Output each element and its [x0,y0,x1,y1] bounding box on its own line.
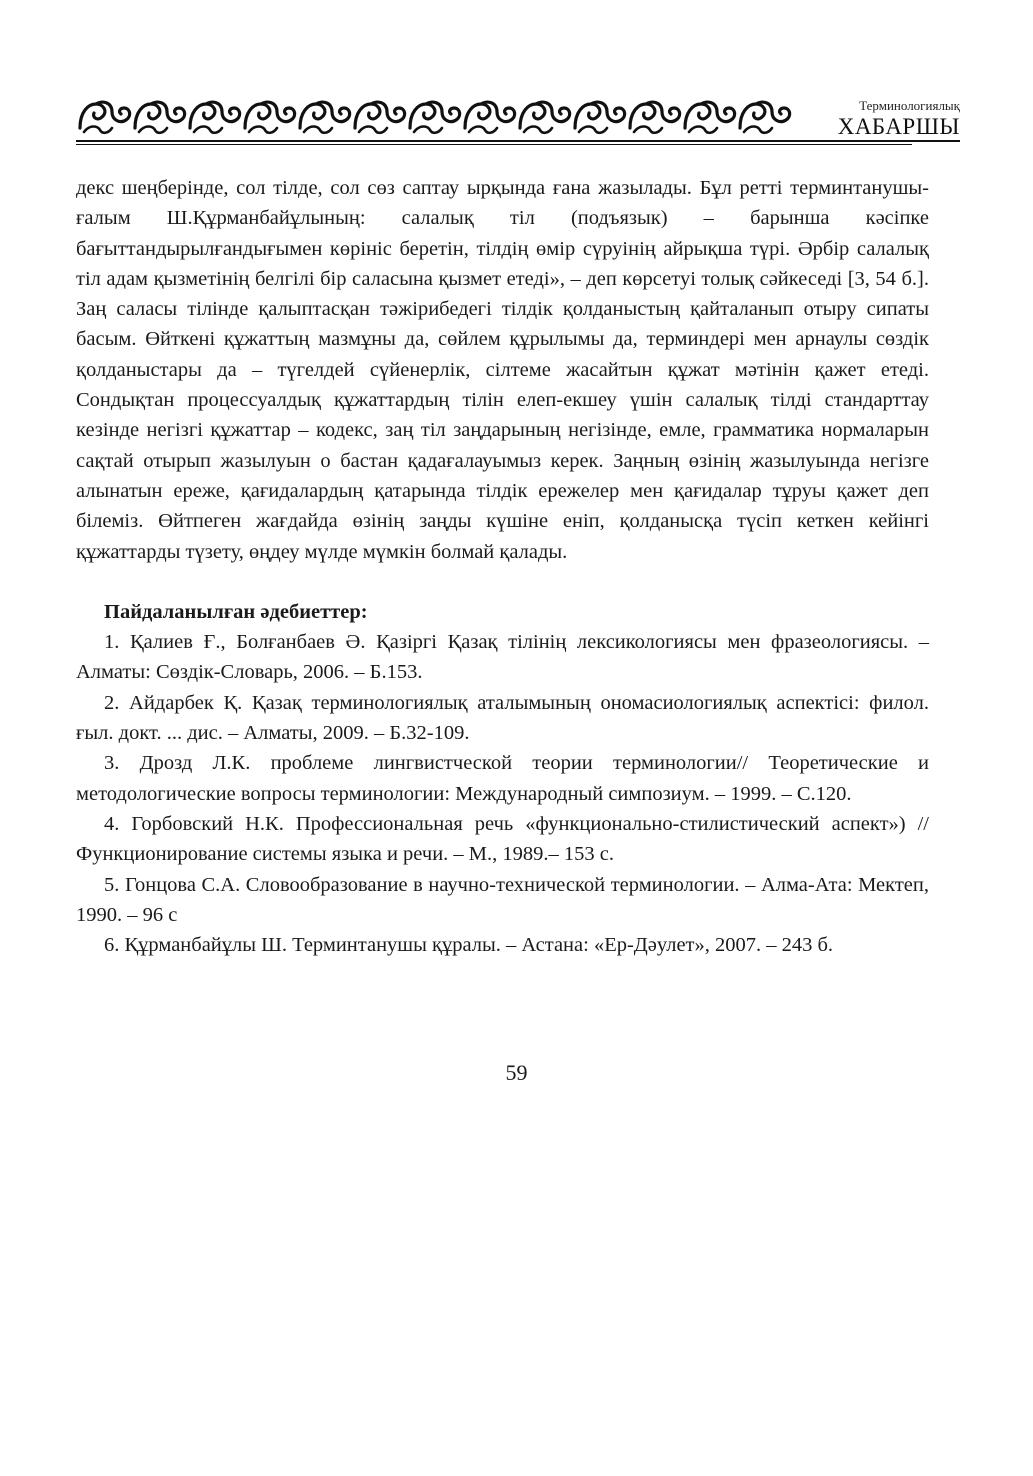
page-content [76,173,929,960]
reference-item: 6. Құрманбайұлы Ш. Терминтанушы құралы. – Астана: «Ер-Дәулет», 2007. – 243 б. [104,934,834,957]
body-paragraph: декс шеңберінде, сол тілде, сол сөз саптау ырқында ғана жазылады. Бұл ретті терминтанушы-ғалым Ш.Құрманбайұлының: салалық тіл (подъязык) – барынша кәсіпке бағыттандырылғандығымен көрініс беретін, тілдің өмір сүруінің айрықша түрі. Әрбір салалық тіл адам қызметінің белгілі бір саласына қызмет етеді», – деп көрсетуі толық сәйкеседі [3, 54 б.]. Заң саласы тілінде қалыптасқан тәжірибедегі тілдік қолданыстың қайталанып отыру сипаты басым. Өйткені құжаттың мазмұны да, сөйлем құрылымы да, терминдері мен арнаулы сөздік қолданыстары да – түгелдей сүйенерлік, сілтеме жасайтын құжат мәтінін қажет етеді. Сондықтан процессуалдық құжаттардың тілін елеп-екшеу үшін салалық тілді стандарттау кезінде негізгі құжаттар – кодекс, заң тіл заңдарының негізінде, емле, грамматика нормаларын сақтай отырып жазылуын о бастан қадағалауымыз керек. Заңның өзінің жазылуында негізге алынатын ереже, қағидалардың қатарында тілдік ережелер мен қағидалар тұруы қажет деп білеміз. Өйтпеген жағдайда өзінің заңды күшіне еніп, қолданысқа түсіп кеткен кейінгі құжаттарды түзету, өңдеу мүлде мүмкін болмай қалады. [76,177,929,563]
reference-item: 3. Дрозд Л.К. проблеме лингвистческой теории терминологии// Теоретические и методологические вопросы терминологии: Международный симпозиум. – 1999. – С.120. [76,752,929,805]
kazakh-ornament-band-icon [76,98,824,138]
journal-title-large: ХАБАРШЫ [837,114,960,139]
reference-item: 4. Горбовский Н.К. Профессиональная речь «функционально-стилистический аспект») // Функционирование системы языка и речи. – М., 1989.– 153 с. [76,812,929,866]
reference-item: 2. Айдарбек Қ. Қазақ терминологиялық аталымының ономасиологиялық аспектісі: филол. ғыл. докт. ... дис. – Алматы, 2009. – Б.32-109. [76,691,929,745]
references-title: Пайдаланылған әдебиеттер: [104,600,368,623]
journal-title-small: Терминологиялық [859,98,960,113]
reference-item: 1. Қалиев Ғ., Болғанбаев Ә. Қазіргі Қазақ тілінің лексикологиясы мен фразеологиясы. – Алматы: Сөздік-Словарь, 2006. – Б.153. [76,631,929,684]
header-rule-thin [76,144,912,145]
header-rule [76,140,960,142]
page-number: 59 [505,1060,528,1085]
page-header [76,96,960,148]
reference-item: 5. Гонцова С.А. Словообразование в научно-технической терминологии. – Алма-Ата: Мектеп, 1990. – 96 с [76,873,929,926]
